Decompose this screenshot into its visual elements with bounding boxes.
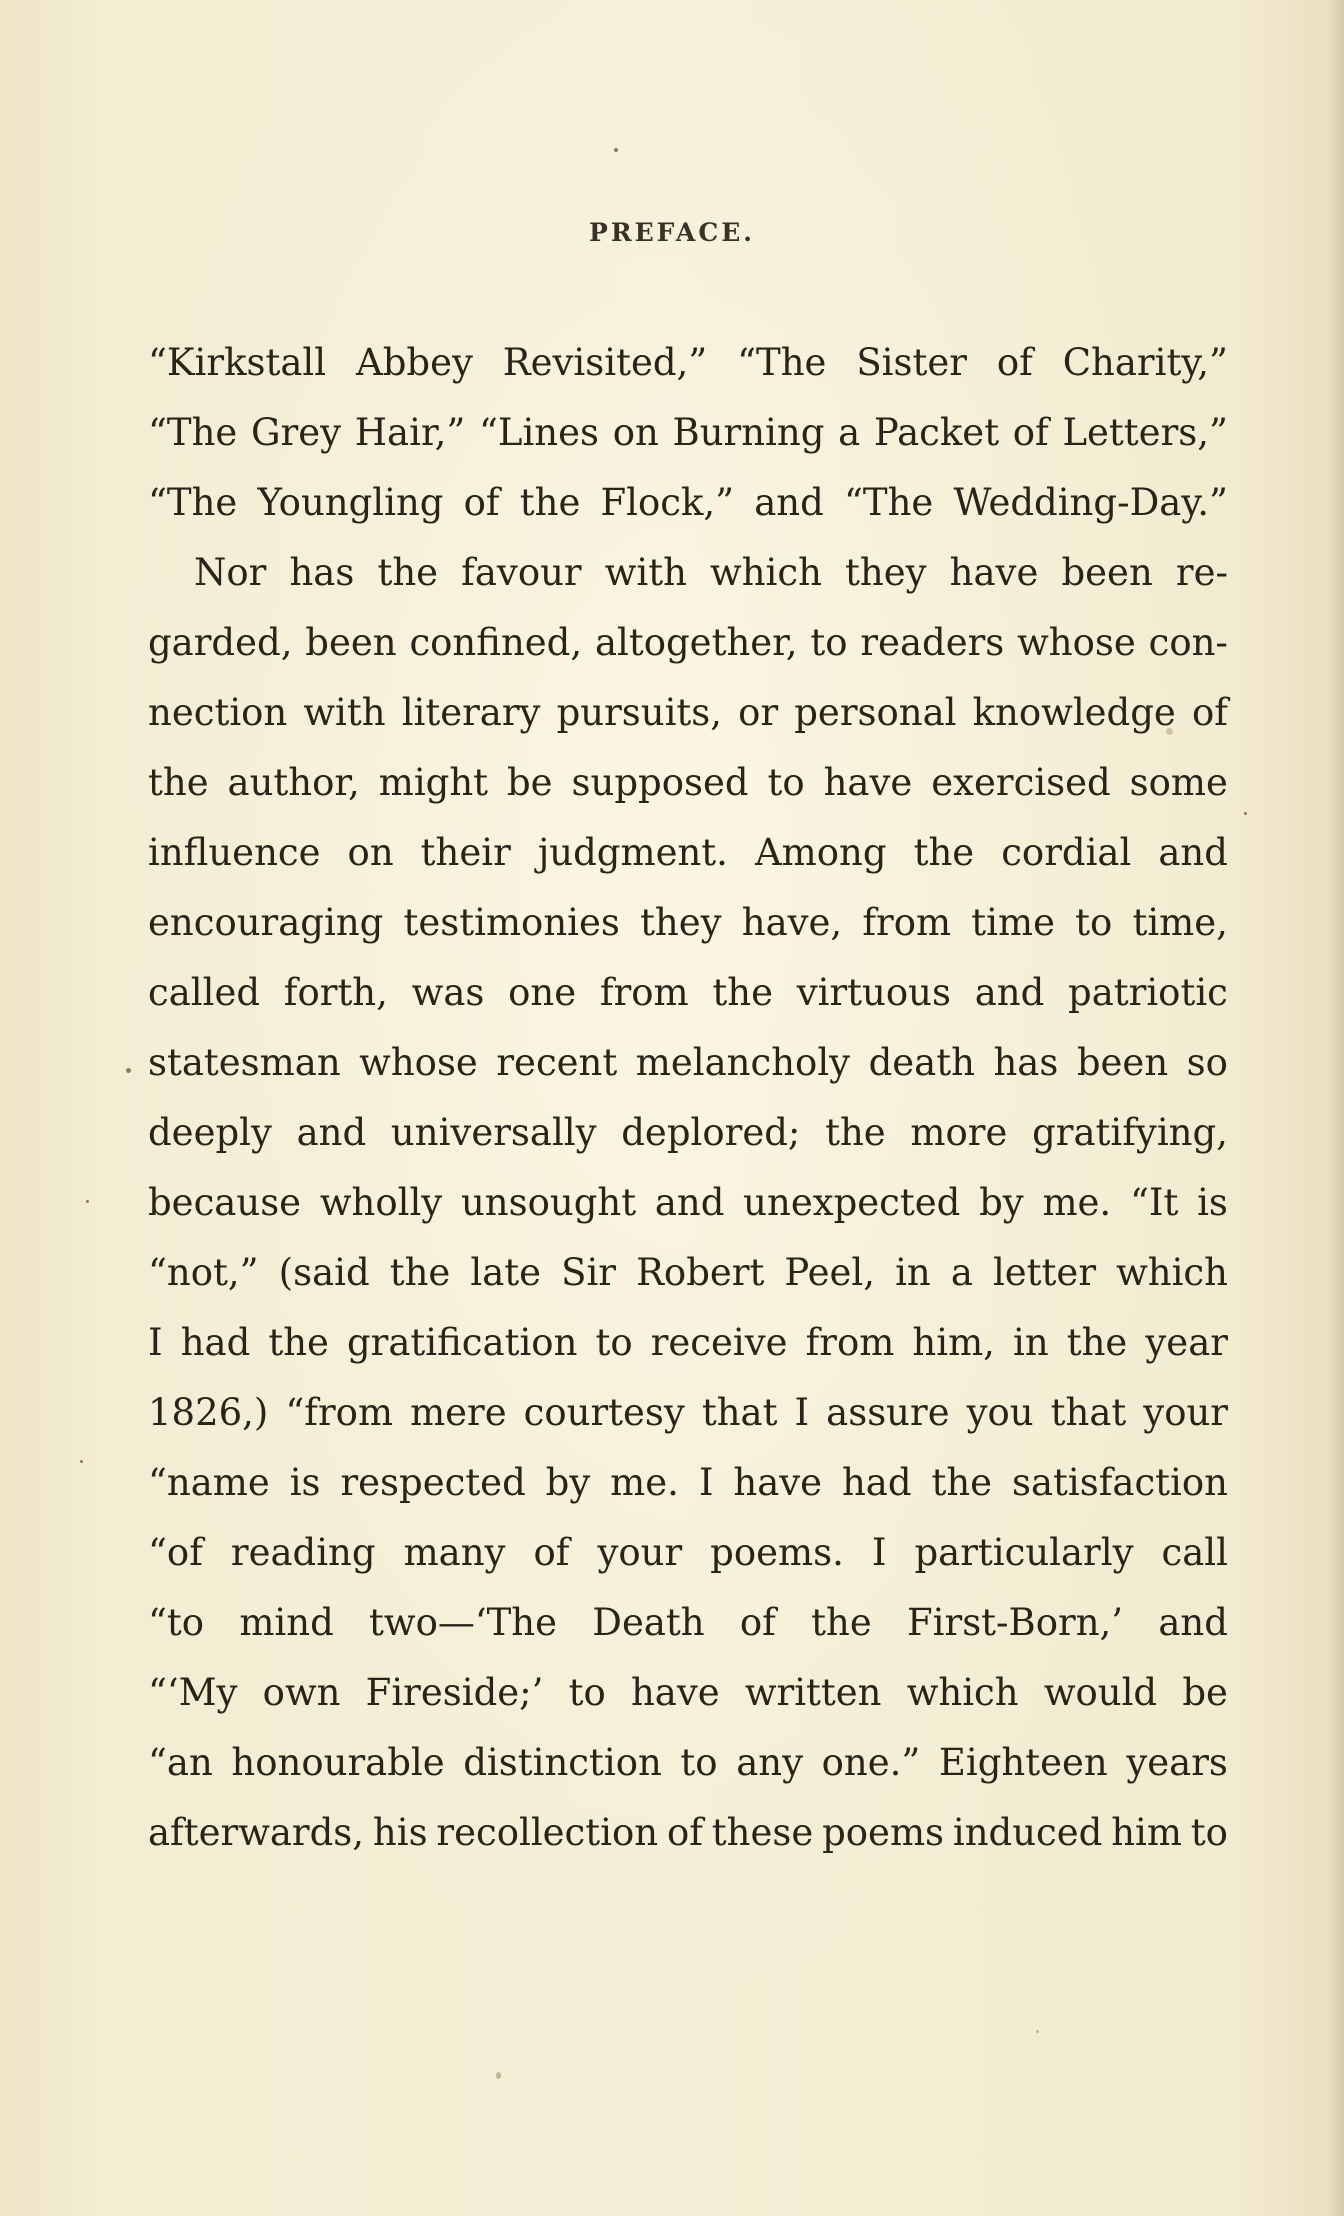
word: call bbox=[1161, 1531, 1228, 1574]
word: the bbox=[148, 761, 209, 804]
word: “Kirkstall bbox=[148, 341, 327, 384]
word: supposed bbox=[571, 761, 749, 804]
word: knowledge bbox=[972, 691, 1176, 734]
word: and bbox=[1158, 1601, 1228, 1644]
word: been bbox=[305, 621, 397, 664]
word: testimonies bbox=[403, 901, 620, 944]
text-line bbox=[148, 1168, 1228, 1238]
page-edge-shadow bbox=[1328, 0, 1344, 2216]
word: they bbox=[640, 901, 722, 944]
word: have bbox=[949, 551, 1039, 594]
word: author, bbox=[227, 761, 360, 804]
word: from bbox=[805, 1321, 895, 1364]
text-line bbox=[148, 1238, 1228, 1308]
word: in bbox=[895, 1251, 931, 1294]
word: Fireside;’ bbox=[365, 1671, 544, 1714]
word: First-Born,’ bbox=[907, 1601, 1124, 1644]
word: of bbox=[666, 1811, 703, 1854]
word: by bbox=[545, 1461, 591, 1504]
word: your bbox=[597, 1531, 683, 1574]
word: unexpected bbox=[743, 1181, 961, 1224]
word: was bbox=[411, 971, 485, 1014]
word: and bbox=[974, 971, 1045, 1014]
paper-speck bbox=[1166, 728, 1173, 735]
text-line bbox=[148, 678, 1228, 748]
word: me. bbox=[610, 1461, 679, 1504]
word: the bbox=[1066, 1321, 1128, 1364]
word: death bbox=[868, 1041, 975, 1084]
text-line bbox=[148, 1588, 1228, 1658]
word: written bbox=[744, 1671, 882, 1714]
word: receive bbox=[650, 1321, 788, 1364]
word: poems. bbox=[710, 1531, 844, 1574]
word: afterwards, bbox=[148, 1811, 365, 1854]
word: on bbox=[612, 411, 659, 454]
word: year bbox=[1145, 1321, 1228, 1364]
word: has bbox=[993, 1041, 1059, 1084]
word: favour bbox=[461, 551, 582, 594]
word: patriotic bbox=[1068, 971, 1228, 1014]
word: “of bbox=[148, 1531, 203, 1574]
word: me. bbox=[1042, 1181, 1112, 1224]
text-line bbox=[148, 538, 1228, 608]
word: Charity,” bbox=[1062, 341, 1228, 384]
word: their bbox=[420, 831, 511, 874]
word: they bbox=[845, 551, 927, 594]
word: would bbox=[1043, 1671, 1158, 1714]
word: induced bbox=[952, 1811, 1103, 1854]
word: Hair,” bbox=[354, 411, 466, 454]
word: with bbox=[303, 691, 386, 734]
word: recollection bbox=[436, 1811, 659, 1854]
word: time, bbox=[1132, 901, 1228, 944]
word: particularly bbox=[914, 1531, 1134, 1574]
word: so bbox=[1186, 1041, 1228, 1084]
word: I bbox=[698, 1461, 714, 1504]
word: from bbox=[599, 971, 689, 1014]
text-line bbox=[148, 608, 1228, 678]
word: two—‘The bbox=[369, 1601, 558, 1644]
word: have bbox=[823, 761, 913, 804]
word: personal bbox=[794, 691, 957, 734]
word: “It bbox=[1129, 1181, 1179, 1224]
word: and bbox=[1158, 831, 1228, 874]
word: Nor bbox=[194, 551, 267, 594]
word: you bbox=[966, 1391, 1034, 1434]
word: Sister bbox=[856, 341, 967, 384]
word: of bbox=[533, 1531, 570, 1574]
word: is bbox=[1197, 1181, 1228, 1224]
word: be bbox=[1182, 1671, 1228, 1714]
word: “The bbox=[148, 481, 238, 524]
word: the bbox=[519, 481, 581, 524]
word: some bbox=[1129, 761, 1228, 804]
word: confined, bbox=[409, 621, 583, 664]
word: on bbox=[347, 831, 394, 874]
word: Revisited,” bbox=[502, 341, 708, 384]
word: Letters,” bbox=[1062, 411, 1228, 454]
word: a bbox=[838, 411, 861, 454]
text-line bbox=[148, 748, 1228, 818]
word: or bbox=[738, 691, 779, 734]
paper-speck bbox=[1244, 812, 1247, 815]
paper-speck bbox=[1036, 2030, 1039, 2033]
word: altogether, bbox=[594, 621, 798, 664]
word: of bbox=[1191, 691, 1228, 734]
word: pursuits, bbox=[556, 691, 723, 734]
word: to bbox=[568, 1671, 606, 1714]
word: literary bbox=[401, 691, 541, 734]
word: been bbox=[1061, 551, 1153, 594]
word: to bbox=[1190, 1811, 1228, 1854]
word: the bbox=[913, 831, 975, 874]
paper-speck bbox=[80, 1460, 83, 1463]
word: Robert bbox=[636, 1251, 765, 1294]
word: 1826,) bbox=[148, 1391, 269, 1434]
word: whose bbox=[1017, 621, 1136, 664]
word: “not,” bbox=[148, 1251, 259, 1294]
word: to bbox=[810, 621, 848, 664]
word: Flock,” bbox=[600, 481, 735, 524]
word: of bbox=[996, 341, 1033, 384]
text-line bbox=[148, 398, 1228, 468]
word: years bbox=[1126, 1741, 1228, 1784]
text-line bbox=[148, 1378, 1228, 1448]
word: I bbox=[871, 1531, 887, 1574]
word: had bbox=[180, 1321, 251, 1364]
word: Burning bbox=[672, 411, 825, 454]
body-text bbox=[148, 328, 1228, 1868]
word: con- bbox=[1148, 621, 1228, 664]
word: Abbey bbox=[355, 341, 473, 384]
word: might bbox=[378, 761, 489, 804]
text-line bbox=[148, 1728, 1228, 1798]
paper-speck bbox=[496, 2072, 501, 2079]
word: poems bbox=[822, 1811, 945, 1854]
word: satisfaction bbox=[1011, 1461, 1228, 1504]
text-line bbox=[148, 328, 1228, 398]
word: exercised bbox=[931, 761, 1111, 804]
word: to bbox=[680, 1741, 718, 1784]
word: the bbox=[712, 971, 773, 1014]
word: Youngling bbox=[257, 481, 444, 524]
word: “The bbox=[843, 481, 934, 524]
word: I bbox=[794, 1391, 810, 1434]
word: of bbox=[1012, 411, 1049, 454]
word: many bbox=[403, 1531, 506, 1574]
word: more bbox=[910, 1111, 1008, 1154]
text-line bbox=[148, 1798, 1228, 1868]
word: “The bbox=[148, 411, 238, 454]
word: the bbox=[931, 1461, 993, 1504]
word: mind bbox=[239, 1601, 334, 1644]
word: the bbox=[389, 1251, 451, 1294]
word: “name bbox=[148, 1461, 270, 1504]
text-line bbox=[148, 818, 1228, 888]
word: (said bbox=[278, 1251, 370, 1294]
word: and bbox=[754, 481, 824, 524]
word: Death bbox=[592, 1601, 705, 1644]
word: time bbox=[971, 901, 1055, 944]
text-line bbox=[148, 1308, 1228, 1378]
word: Grey bbox=[251, 411, 342, 454]
word: own bbox=[262, 1671, 341, 1714]
word: any bbox=[736, 1741, 803, 1784]
paper-speck bbox=[614, 148, 618, 152]
word: him, bbox=[912, 1321, 995, 1364]
word: Packet bbox=[873, 411, 1000, 454]
word: had bbox=[841, 1461, 912, 1504]
word: to bbox=[767, 761, 805, 804]
word: Peel, bbox=[784, 1251, 876, 1294]
word: and bbox=[654, 1181, 725, 1224]
text-line bbox=[148, 1658, 1228, 1728]
paper-speck bbox=[126, 1068, 131, 1073]
word: be bbox=[506, 761, 553, 804]
word: recent bbox=[496, 1041, 618, 1084]
word: by bbox=[979, 1181, 1024, 1224]
word: which bbox=[710, 551, 822, 594]
word: called bbox=[148, 971, 261, 1014]
word: deeply bbox=[148, 1111, 272, 1154]
word: is bbox=[289, 1461, 321, 1504]
word: statesman bbox=[148, 1041, 341, 1084]
text-line bbox=[148, 468, 1228, 538]
word: courtesy bbox=[523, 1391, 685, 1434]
word: “Lines bbox=[478, 411, 599, 454]
word: Among bbox=[754, 831, 887, 874]
text-line bbox=[148, 1448, 1228, 1518]
word: gratification bbox=[347, 1321, 578, 1364]
word: of bbox=[463, 481, 500, 524]
word: cordial bbox=[1001, 831, 1132, 874]
word: encouraging bbox=[148, 901, 384, 944]
word: garded, bbox=[148, 621, 293, 664]
word: reading bbox=[230, 1531, 376, 1574]
word: “from bbox=[285, 1391, 394, 1434]
word: respected bbox=[340, 1461, 526, 1504]
word: Wedding-Day.” bbox=[953, 481, 1228, 524]
word: mere bbox=[410, 1391, 507, 1434]
word: whose bbox=[359, 1041, 478, 1084]
word: melancholy bbox=[635, 1041, 851, 1084]
word: him bbox=[1111, 1811, 1182, 1854]
word: I bbox=[148, 1321, 163, 1364]
word: in bbox=[1012, 1321, 1049, 1364]
word: Sir bbox=[561, 1251, 616, 1294]
word: one.” bbox=[821, 1741, 921, 1784]
word: nection bbox=[148, 691, 288, 734]
word: because bbox=[148, 1181, 302, 1224]
word: letter bbox=[992, 1251, 1097, 1294]
word: of bbox=[739, 1601, 776, 1644]
word: which bbox=[906, 1671, 1019, 1714]
text-line bbox=[148, 1098, 1228, 1168]
word: from bbox=[862, 901, 952, 944]
word: have, bbox=[741, 901, 843, 944]
word: the bbox=[268, 1321, 329, 1364]
word: your bbox=[1143, 1391, 1228, 1434]
word: to bbox=[595, 1321, 633, 1364]
word: assure bbox=[826, 1391, 950, 1434]
word: “‘My bbox=[148, 1671, 238, 1714]
word: “to bbox=[148, 1601, 205, 1644]
word: and bbox=[296, 1111, 367, 1154]
word: Eighteen bbox=[938, 1741, 1108, 1784]
text-line bbox=[148, 958, 1228, 1028]
word: forth, bbox=[283, 971, 388, 1014]
word: to bbox=[1075, 901, 1113, 944]
word: virtuous bbox=[796, 971, 951, 1014]
word: the bbox=[811, 1601, 872, 1644]
word: universally bbox=[390, 1111, 597, 1154]
word: “an bbox=[148, 1741, 213, 1784]
word: honourable bbox=[231, 1741, 445, 1784]
word: “The bbox=[737, 341, 827, 384]
text-line bbox=[148, 1518, 1228, 1588]
word: wholly bbox=[319, 1181, 443, 1224]
word: distinction bbox=[463, 1741, 662, 1784]
word: which bbox=[1116, 1251, 1228, 1294]
word: a bbox=[950, 1251, 973, 1294]
word: unsought bbox=[460, 1181, 637, 1224]
word: readers bbox=[860, 621, 1005, 664]
word: have bbox=[630, 1671, 720, 1714]
word: these bbox=[711, 1811, 814, 1854]
text-line bbox=[148, 1028, 1228, 1098]
word: the bbox=[377, 551, 439, 594]
word: that bbox=[701, 1391, 778, 1434]
word: deplored; bbox=[621, 1111, 801, 1154]
word: have bbox=[733, 1461, 823, 1504]
word: has bbox=[289, 551, 355, 594]
word: the bbox=[825, 1111, 886, 1154]
running-head: PREFACE. bbox=[589, 218, 755, 247]
word: with bbox=[604, 551, 687, 594]
word: been bbox=[1076, 1041, 1169, 1084]
word: that bbox=[1050, 1391, 1127, 1434]
paper-speck bbox=[86, 1200, 89, 1203]
word: gratifying, bbox=[1032, 1111, 1228, 1154]
word: re- bbox=[1175, 551, 1228, 594]
word: his bbox=[372, 1811, 428, 1854]
word: one bbox=[508, 971, 577, 1014]
word: late bbox=[470, 1251, 542, 1294]
word: judgment. bbox=[537, 831, 728, 874]
word: influence bbox=[148, 831, 321, 874]
text-line bbox=[148, 888, 1228, 958]
